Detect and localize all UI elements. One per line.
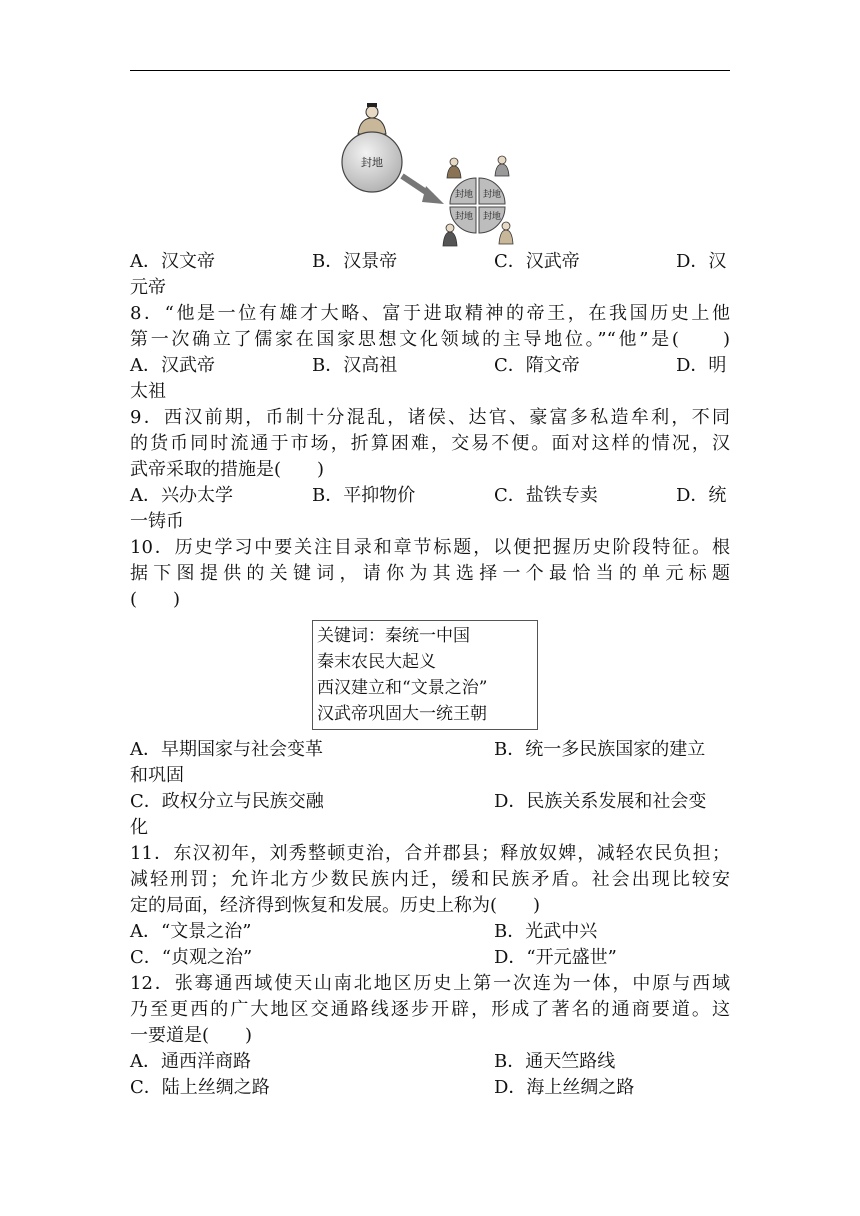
q8-option-a[interactable]: A．汉武帝 bbox=[130, 355, 215, 376]
q7-option-c[interactable]: C．汉武帝 bbox=[494, 251, 580, 272]
keyword-line-3: 西汉建立和“文景之治” bbox=[317, 678, 488, 698]
q12-option-b[interactable]: B．通天竺路线 bbox=[494, 1051, 616, 1072]
q10-option-a[interactable]: A．早期国家与社会变革 bbox=[130, 739, 323, 760]
q7-option-b[interactable]: B．汉景帝 bbox=[312, 251, 398, 272]
large-fief-label: 封地 bbox=[361, 156, 383, 169]
q7-option-d[interactable]: D．汉 bbox=[676, 251, 727, 272]
q7-option-d-wrap: 元帝 bbox=[130, 277, 166, 298]
q11-option-a[interactable]: A．“文景之治” bbox=[130, 921, 252, 942]
q10-stem-line-2: 据下图提供的关键词，请你为其选择一个最恰当的单元标题 bbox=[130, 563, 730, 584]
q8-stem-line-1: 8．“他是一位有雄才大略、富于进取精神的帝王，在我国历史上他 bbox=[130, 303, 730, 324]
q12-option-c[interactable]: C．陆上丝绸之路 bbox=[130, 1077, 270, 1098]
q9-option-a[interactable]: A．兴办太学 bbox=[130, 485, 233, 506]
q10-option-d-wrap: 化 bbox=[130, 817, 148, 838]
q8-option-b[interactable]: B．汉高祖 bbox=[312, 355, 398, 376]
quadrant-label-2: 封地 bbox=[482, 190, 502, 200]
header-rule bbox=[130, 70, 730, 71]
keyword-line-2: 秦末农民大起义 bbox=[317, 652, 436, 672]
keywords-box bbox=[312, 620, 538, 730]
arrow-icon bbox=[402, 176, 444, 204]
q8-option-c[interactable]: C．隋文帝 bbox=[494, 355, 580, 376]
quadrant-label-1: 封地 bbox=[454, 190, 474, 200]
q11-option-b[interactable]: B．光武中兴 bbox=[494, 921, 598, 942]
q10-option-b[interactable]: B．统一多民族国家的建立 bbox=[494, 739, 706, 760]
q9-option-d[interactable]: D．统 bbox=[676, 485, 727, 506]
q9-stem-line-1: 9．西汉前期，币制十分混乱，诸侯、达官、豪富多私造牟利，不同 bbox=[130, 407, 730, 428]
q9-option-c[interactable]: C．盐铁专卖 bbox=[494, 485, 598, 506]
q11-stem-line-3: 定的局面，经济得到恢复和发展。历史上称为( ) bbox=[130, 895, 541, 916]
q7-option-a[interactable]: A．汉文帝 bbox=[130, 251, 215, 272]
q10-stem-line-3: ( ) bbox=[130, 589, 181, 610]
q8-option-d[interactable]: D．明 bbox=[676, 355, 727, 376]
q11-stem-line-2: 减轻刑罚；允许北方少数民族内迁，缓和民族矛盾。社会出现比较安 bbox=[130, 869, 730, 890]
q9-stem-line-2: 的货币同时流通于市场，折算困难，交易不便。面对这样的情况，汉 bbox=[130, 433, 730, 454]
quadrant-label-3: 封地 bbox=[454, 212, 474, 222]
q10-option-d[interactable]: D．民族关系发展和社会变 bbox=[494, 791, 707, 812]
q12-option-a[interactable]: A．通西洋商路 bbox=[130, 1051, 251, 1072]
q8-option-d-wrap: 太祖 bbox=[130, 381, 166, 402]
fief-division-illustration bbox=[340, 100, 530, 250]
divided-fief-circle bbox=[450, 178, 505, 233]
q9-option-d-wrap: 一铸币 bbox=[130, 511, 184, 532]
q11-stem-line-1: 11．东汉初年，刘秀整顿吏治，合并郡县；释放奴婢，减轻农民负担； bbox=[130, 843, 730, 864]
q12-stem-line-1: 12．张骞通西域使天山南北地区历史上第一次连为一体，中原与西域 bbox=[130, 973, 730, 994]
q12-stem-line-3: 一要道是( ) bbox=[130, 1025, 253, 1046]
keyword-line-1: 关键词：秦统一中国 bbox=[317, 626, 470, 646]
q10-option-b-wrap: 和巩固 bbox=[130, 765, 184, 786]
quadrant-label-4: 封地 bbox=[482, 212, 502, 222]
q11-option-d[interactable]: D．“开元盛世” bbox=[494, 947, 617, 968]
q9-stem-line-3: 武帝采取的措施是( ) bbox=[130, 459, 325, 480]
q9-option-b[interactable]: B．平抑物价 bbox=[312, 485, 416, 506]
q10-stem-line-1: 10．历史学习中要关注目录和章节标题，以便把握历史阶段特征。根 bbox=[130, 537, 730, 558]
q10-option-c[interactable]: C．政权分立与民族交融 bbox=[130, 791, 324, 812]
q12-option-d[interactable]: D．海上丝绸之路 bbox=[494, 1077, 635, 1098]
q8-stem-line-2: 第一次确立了儒家在国家思想文化领域的主导地位。”“他”是( ) bbox=[130, 329, 730, 350]
keyword-line-4: 汉武帝巩固大一统王朝 bbox=[317, 704, 487, 724]
emperor-figure bbox=[358, 103, 386, 134]
q11-option-c[interactable]: C．“贞观之治” bbox=[130, 947, 253, 968]
q12-stem-line-2: 乃至更西的广大地区交通路线逐步开辟，形成了著名的通商要道。这 bbox=[130, 999, 730, 1020]
